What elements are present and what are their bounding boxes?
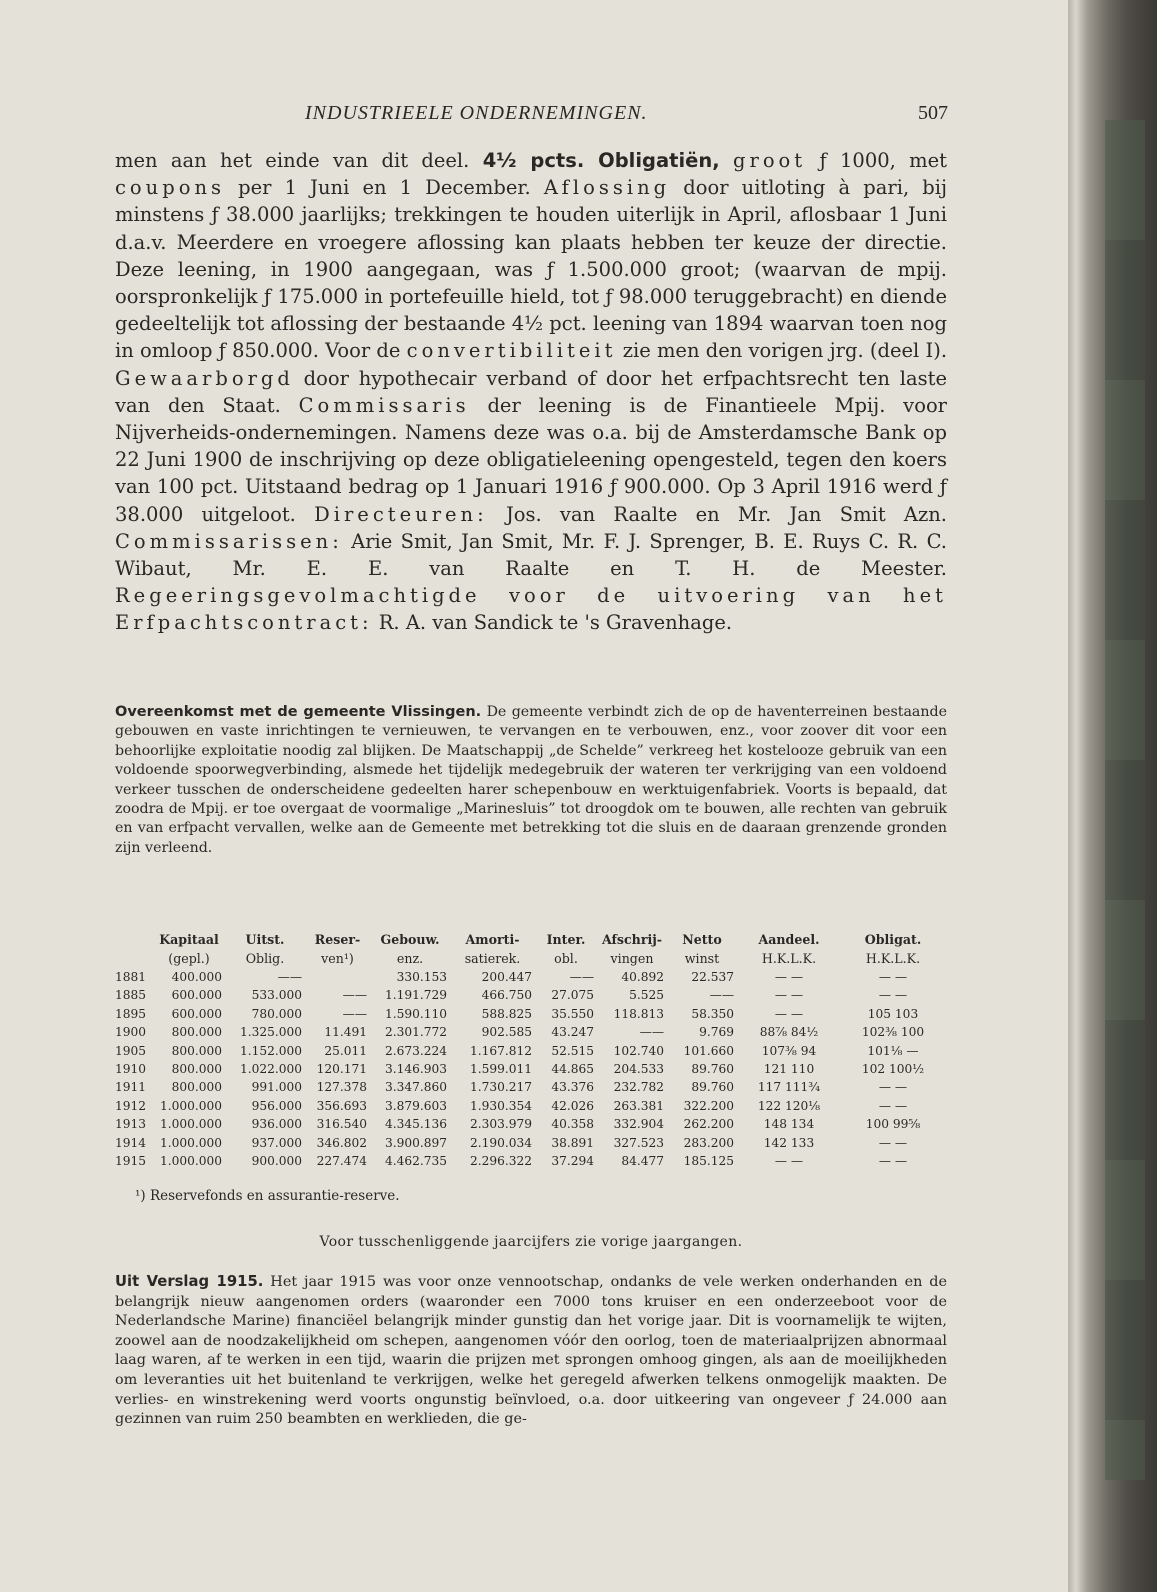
table-cell: 1.191.729: [384, 988, 447, 1003]
spaced-term: groot: [733, 149, 807, 172]
table-cell: 283.200: [683, 1135, 734, 1150]
table-cell: 356.693: [316, 1098, 367, 1113]
spaced-term: coupons: [115, 176, 226, 200]
table-header-row: [115, 949, 945, 968]
table-cell: 89.760: [691, 1080, 734, 1095]
table-cell: — —: [774, 1006, 804, 1021]
report-text: Het jaar 1915 was voor onze vennootschap, ondanks de vele werken onderhanden en de belangrijk nieuw aangenomen orders (waaronder een 7000 tons kruiser en een onderzeeboot voor de Nederlandsche Marine) financiëel belangrijk minder gunstig dan het vorige jaar. Dit is voornamelijk te wijten, zoowel aan de noodzakelijkheid om schepen, aangenomen vóór den oorlog, toen de materiaalprijzen abnormaal laag waren, af te werken in een tijd, waarin die prijzen met sprongen omhoog gingen, als aan de moeilijkheden om leveranties uit het buitenland te verkrijgen, welke het geregeld afwerken telkens onmogelijk maakten. De verlies- en winstrekening werd voorts ongunstig beïnvloed, o.a. door uitkeering van ongeveer ƒ 24.000 aan gezinnen van ruim 250 beambten en werklieden, die ge-: [115, 1274, 947, 1428]
table-cell: 800.000: [171, 1062, 222, 1077]
table-cell: 2.190.034: [469, 1135, 532, 1150]
table-cell: 105 103: [867, 1006, 919, 1021]
table-cell: 185.125: [683, 1154, 734, 1169]
table-cell: [305, 968, 370, 986]
year-cell: 1885: [115, 988, 147, 1003]
table-cell: 40.358: [551, 1117, 594, 1132]
column-header: Uitst.: [245, 932, 285, 947]
table-cell: 42.026: [551, 1098, 594, 1113]
table-cell: 25.011: [324, 1043, 367, 1058]
table-cell: 40.892: [621, 970, 664, 984]
report-heading: Uit Verslag 1915.: [115, 1273, 264, 1290]
table-cell: ——: [709, 988, 734, 1003]
text-run: zie men den vorigen jrg. (deel I).: [622, 339, 948, 363]
table-cell: 956.000: [251, 1098, 302, 1113]
table-cell: 322.200: [683, 1098, 734, 1113]
table-cell: — —: [878, 1098, 908, 1113]
table-cell: 27.075: [551, 988, 594, 1003]
table-cell: 35.550: [551, 1006, 594, 1021]
table-cell: 102 100½: [861, 1062, 925, 1077]
column-subheader: winst: [684, 951, 720, 966]
table-cell: 38.891: [551, 1135, 594, 1150]
table-cell: 107⅜ 94: [761, 1043, 817, 1058]
table-cell: 2.673.224: [384, 1043, 447, 1058]
table-row: [115, 1134, 945, 1152]
column-header: Afschrij-: [601, 932, 663, 947]
table-cell: 43.376: [551, 1080, 594, 1095]
table-cell: — —: [878, 1154, 908, 1169]
text-run: der leening is de Finantieele Mpij. voor Nijverheids-ondernemingen. Namens deze was o.a. bij de Amsterdamsche Bank op 22 Juni 1900 de inschrijving op deze obligatieleening opengesteld, tegen den koers van 100 pct. Uitstaand bedrag op 1 Januari 1916 ƒ 900.000. Op 3 April 1916 werd ƒ 38.000 uitgeloot.: [115, 393, 947, 526]
text-run: ƒ 1000, met: [819, 149, 948, 172]
table-row: [115, 1023, 945, 1041]
column-subheader: H.K.L.K.: [865, 951, 921, 966]
table-cell: ——: [342, 988, 367, 1003]
footnote: ¹) Reservefonds en assurantie-reserve.: [135, 1188, 400, 1204]
year-cell: 1910: [115, 1062, 147, 1077]
year-cell: 1913: [115, 1117, 147, 1132]
year-cell: 1915: [115, 1154, 147, 1169]
table-cell: 101⅛ —: [867, 1043, 919, 1058]
table-cell: 400.000: [171, 970, 222, 984]
table-cell: 102.740: [613, 1043, 664, 1058]
table-row: [115, 986, 945, 1004]
table-cell: 122 120⅛: [757, 1098, 821, 1113]
table-cell: 588.825: [481, 1006, 532, 1021]
table-cell: 101.660: [683, 1043, 734, 1058]
table-cell: 600.000: [171, 988, 222, 1003]
year-cell: 1911: [115, 1080, 147, 1095]
table-row: [115, 1060, 945, 1078]
spaced-term: Gewaarborgd: [115, 366, 294, 390]
table-cell: 1.167.812: [469, 1043, 532, 1058]
year-cell: 1914: [115, 1135, 147, 1150]
table-body: [115, 968, 945, 1170]
table-cell: 466.750: [481, 988, 532, 1003]
table-row: [115, 1042, 945, 1060]
table-cell: 1.022.000: [239, 1062, 302, 1077]
spaced-term: Aflossing: [543, 176, 671, 200]
page-number: 507: [918, 102, 948, 124]
spaced-term: Commissarissen:: [115, 529, 343, 553]
table-cell: 1.930.354: [469, 1098, 532, 1113]
table-cell: 330.153: [396, 970, 447, 984]
table-cell: 232.782: [613, 1080, 664, 1095]
table-cell: 600.000: [171, 1006, 222, 1021]
interim-figures-note: Voor tusschenliggende jaarcijfers zie vorige jaargangen.: [319, 1234, 743, 1250]
column-subheader: [115, 949, 153, 968]
column-subheader: (gepl.): [168, 951, 210, 966]
spaced-term: convertibiliteit: [406, 339, 617, 363]
column-header: Kapitaal: [159, 932, 219, 947]
text-run: door uitloting à pari, bij minstens ƒ 38.000 jaarlijks; trekkingen te houden uiterlijk in April, aflosbaar 1 Juni d.a.v. Meerdere en vroegere aflossing kan plaats hebben ter keuze der directie. Deze leening, in 1900 aangegaan, was ƒ 1.500.000 groot; (waarvan de mpij. oorspronkelijk ƒ 175.000 in portefeuille hield, tot ƒ 98.000 teruggebracht) en diende gedeeltelijk tot aflossing der bestaande 4½ pct. leening van 1894 waarvan toen nog in omloop ƒ 850.000. Voor de: [115, 176, 948, 363]
table-cell: 58.350: [691, 1006, 734, 1021]
year-cell: 1912: [115, 1098, 147, 1113]
table-cell: 327.523: [613, 1135, 664, 1150]
column-header: Reser-: [314, 932, 361, 947]
table-cell: 936.000: [251, 1117, 302, 1132]
column-header: Obligat.: [864, 932, 922, 947]
table-cell: 346.802: [316, 1135, 367, 1150]
running-title: INDUSTRIEELE ONDERNEMINGEN.: [305, 102, 648, 124]
spine-label: [1105, 120, 1145, 1480]
year-cell: 1900: [115, 1025, 147, 1040]
spaced-term: Directeuren:: [314, 502, 488, 526]
column-subheader: enz.: [396, 951, 424, 966]
agreement-heading: Overeenkomst met de gemeente Vlissingen.: [115, 704, 482, 720]
table-cell: — —: [774, 1154, 804, 1169]
text-run: R. A. van Sandick te 's Gravenhage.: [378, 611, 733, 635]
table-cell: 148 134: [763, 1117, 815, 1132]
table-cell: 332.904: [613, 1117, 664, 1132]
table-cell: 3.879.603: [384, 1098, 447, 1113]
table-cell: 84.477: [621, 1154, 664, 1169]
table-cell: 3.900.897: [384, 1135, 447, 1150]
table-cell: 1.599.011: [469, 1062, 532, 1077]
table-cell: 1.590.110: [384, 1006, 447, 1021]
table-cell: 88⅞ 84½: [759, 1025, 819, 1040]
bond-heading: 4½ pcts. Obligatiën,: [482, 149, 720, 172]
table-cell: 4.462.735: [384, 1154, 447, 1169]
table-cell: 991.000: [251, 1080, 302, 1095]
spaced-term: Commissaris: [298, 393, 470, 417]
agreement-text: De gemeente verbindt zich de op de haventerreinen bestaande gebouwen en vaste inrichtingen te vernieuwen, te vervangen en te verbouwen, enz., voor zoover dit voor een behoorlijke exploitatie noodig zal blijken. De Maatschappij „de Schelde” verkreeg het kostelooze gebruik van een voldoende spoorwegverbinding, alsmede het tijdelijk medegebruik der wateren ter verkrijging van een voldoend verkeer tusschen de onderscheidene gedeelten harer schepenbouw en werktuigenfabriek. Voorts is bepaald, dat zoodra de Mpij. er toe overgaat de voormalige „Marinesluis” tot droogdok om te bouwen, alle rechten van gebruik en van erfpacht vervallen, welke aan de Gemeente met betrekking tot die sluis en de daaraan grenzende gronden zijn verleend.: [115, 704, 948, 856]
table-cell: 1.152.000: [239, 1043, 302, 1058]
page-header: [120, 102, 948, 132]
table-cell: 11.491: [324, 1025, 367, 1040]
table-cell: 1.000.000: [159, 1117, 222, 1132]
table-cell: 780.000: [251, 1006, 302, 1021]
year-cell: 1895: [115, 1006, 147, 1021]
spaced-term: Regeeringsgevolmachtigde voor de uitvoering van het Erfpachtscontract:: [115, 584, 947, 635]
table-cell: 102⅜ 100: [861, 1025, 925, 1040]
table-cell: 118.813: [613, 1006, 664, 1021]
table-header-row: [115, 930, 945, 949]
table-cell: ——: [342, 1006, 367, 1021]
table-row: [115, 1005, 945, 1023]
financial-table: [115, 930, 945, 1170]
table-cell: 1.730.217: [469, 1080, 532, 1095]
table-cell: ——: [639, 1025, 664, 1040]
column-header: [115, 930, 153, 949]
table-cell: — —: [878, 988, 908, 1003]
text-run: Jos. van Raalte en Mr. Jan Smit Azn.: [505, 502, 947, 526]
table-cell: ——: [277, 970, 302, 984]
table-cell: — —: [878, 1080, 908, 1095]
table-cell: 263.381: [613, 1098, 664, 1113]
column-header: Inter.: [546, 932, 586, 947]
text-run: men aan het einde van dit deel.: [115, 149, 470, 172]
table-cell: 117 111¾: [757, 1080, 821, 1095]
table-cell: 902.585: [481, 1025, 532, 1040]
table-cell: 227.474: [316, 1154, 367, 1169]
table-cell: ——: [569, 970, 594, 984]
table-cell: 52.515: [551, 1043, 594, 1058]
table-cell: — —: [878, 1135, 908, 1150]
year-cell: 1905: [115, 1043, 147, 1058]
table-cell: — —: [878, 970, 908, 984]
table-cell: 1.000.000: [159, 1098, 222, 1113]
table-cell: — —: [774, 988, 804, 1003]
table-cell: 800.000: [171, 1025, 222, 1040]
table-cell: 44.865: [551, 1062, 594, 1077]
year-cell: 1881: [115, 970, 147, 984]
table-cell: 2.301.772: [384, 1025, 447, 1040]
table-cell: 4.345.136: [384, 1117, 447, 1132]
table-cell: 2.296.322: [469, 1154, 532, 1169]
table-cell: 127.378: [316, 1080, 367, 1095]
column-header: Aandeel.: [758, 932, 820, 947]
column-subheader: vingen: [610, 951, 654, 966]
table-cell: 800.000: [171, 1043, 222, 1058]
table-cell: 22.537: [691, 970, 734, 984]
bond-paragraph: [115, 147, 947, 637]
table-row: [115, 968, 945, 986]
table-cell: 937.000: [251, 1135, 302, 1150]
table-cell: 89.760: [691, 1062, 734, 1077]
text-run: door hypothecair verband of door het erfpachtsrecht ten laste van den Staat.: [115, 366, 947, 417]
table-cell: 43.247: [551, 1025, 594, 1040]
table-cell: 3.146.903: [384, 1062, 447, 1077]
table-cell: 316.540: [316, 1117, 367, 1132]
table-cell: 1.325.000: [239, 1025, 302, 1040]
table-cell: 142 133: [763, 1135, 815, 1150]
text-run: per 1 Juni en 1 December.: [238, 176, 531, 200]
table-cell: 100 99⅝: [865, 1117, 921, 1132]
table-cell: 2.303.979: [469, 1117, 532, 1132]
table-cell: 9.769: [699, 1025, 734, 1040]
table-row: [115, 1115, 945, 1133]
table-cell: 37.294: [551, 1154, 594, 1169]
table-cell: 121 110: [763, 1062, 815, 1077]
table-cell: 900.000: [251, 1154, 302, 1169]
table-row: [115, 1097, 945, 1115]
table-cell: 533.000: [251, 988, 302, 1003]
agreement-paragraph: [115, 703, 947, 858]
column-subheader: H.K.L.K.: [761, 951, 817, 966]
table-cell: 262.200: [683, 1117, 734, 1132]
table-cell: 1.000.000: [159, 1135, 222, 1150]
table-cell: 5.525: [629, 988, 664, 1003]
column-header: Amorti-: [465, 932, 520, 947]
table-cell: 800.000: [171, 1080, 222, 1095]
table-cell: 120.171: [316, 1062, 367, 1077]
column-subheader: ven¹): [321, 951, 354, 966]
table-row: [115, 1152, 945, 1170]
table-row: [115, 1078, 945, 1096]
table-cell: 204.533: [613, 1062, 664, 1077]
table-cell: 1.000.000: [159, 1154, 222, 1169]
report-paragraph: [115, 1272, 947, 1430]
text-run: Arie Smit, Jan Smit, Mr. F. J. Sprenger, B. E. Ruys C. R. C. Wibaut, Mr. E. E. van Raalte en T. H. de Meester.: [115, 529, 947, 581]
table-cell: 3.347.860: [384, 1080, 447, 1095]
column-subheader: Oblig.: [245, 951, 285, 966]
column-header: Netto: [682, 932, 722, 947]
column-header: Gebouw.: [380, 932, 440, 947]
column-subheader: satierek.: [464, 951, 521, 966]
column-subheader: obl.: [554, 951, 578, 966]
table-cell: 200.447: [481, 970, 532, 984]
table-cell: — —: [774, 970, 804, 984]
